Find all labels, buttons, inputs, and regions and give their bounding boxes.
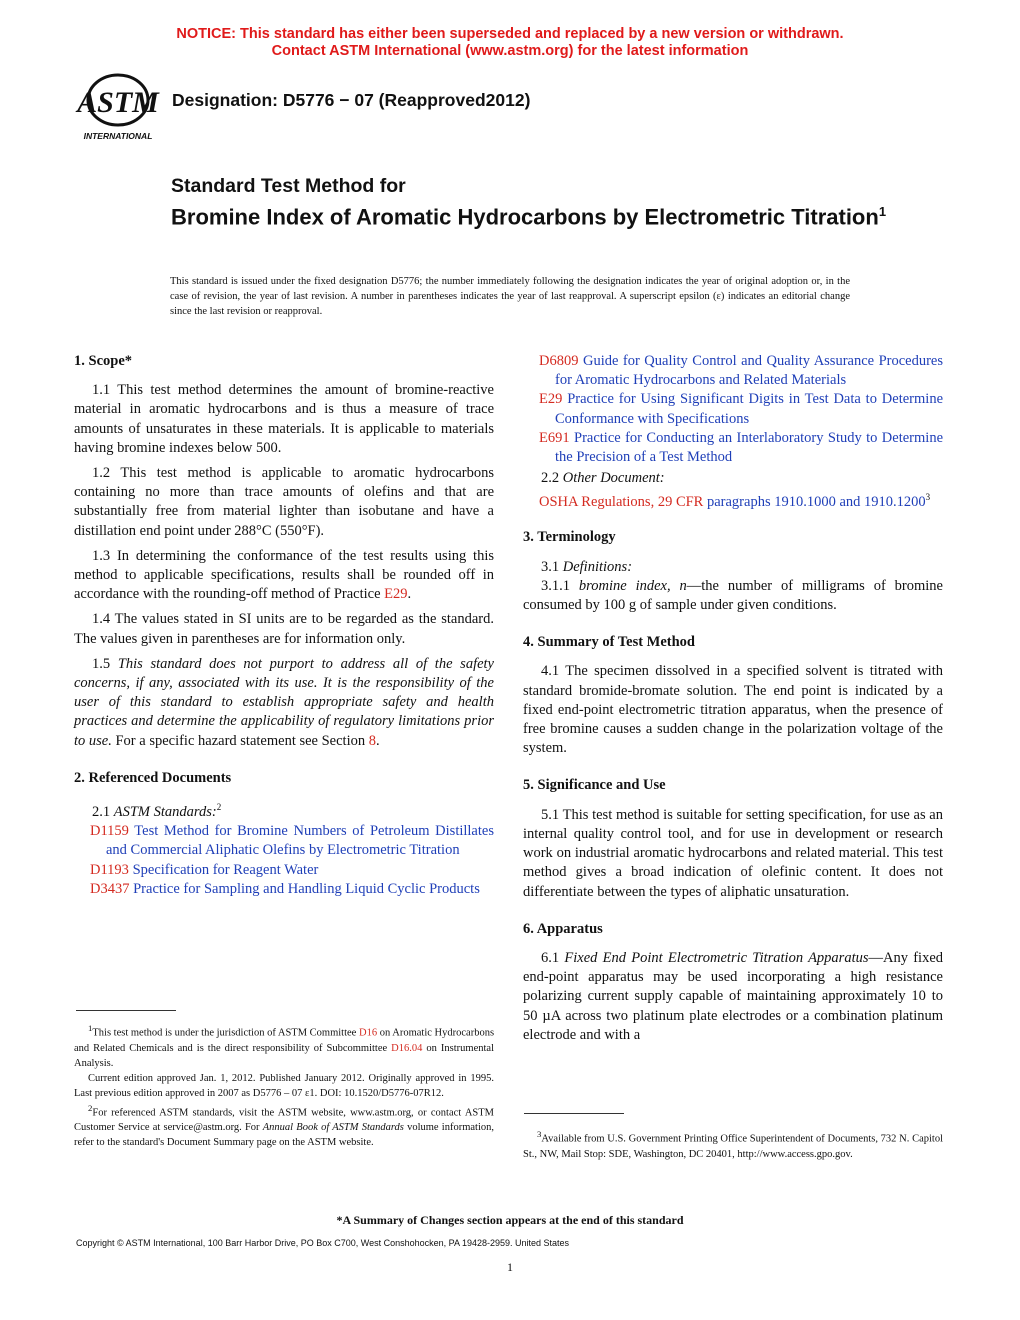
scope-p2: 1.2 This test method is applicable to aromatic hydrocarbons containing no more than trace amounts of olefins and that are substantially free from material lighter than isobutane and have a distillation end point under 288°C (550°F). [74,465,494,539]
committee-d16-link[interactable]: D16 [358,1027,378,1039]
notice-line-2: Contact ASTM International (www.astm.org) for the latest information [271,43,749,59]
ref-item-osha[interactable]: OSHA Regulations, 29 CFR paragraphs 1910.1000 and 1910.1200$^3$ [539,492,931,511]
logo-subtext: INTERNATIONAL [83,131,153,141]
ref-item-e29[interactable]: E29 Practice for Using Significant Digits in Test Data to Determine Conformance with Specifications [539,391,944,427]
referenced-heading: 2. Referenced Documents [74,769,232,786]
scope-p1: 1.1 This test method determines the amount of bromine-reactive material in aromatic hydrocarbons and is thus a measure of trace amounts of unsaturates in these materials. It is applicable to materials having bromine indexes below 500. [74,382,494,456]
footnotes-left [74,1021,494,1150]
astm-standards-label: 2.1 ASTM Standards:$^2$ [92,802,222,820]
footnote-1: $^1$This test method is under the jurisdiction of ASTM Committee D16 on Aromatic Hydrocarbons and Related Chemicals and is the direct responsibility of Subcommittee D16.04 on Instrumental Analysis. [74,1023,495,1069]
section-significance [523,776,943,901]
title-line-1: Standard Test Method for [171,175,406,197]
footnote-2: $^2$For referenced ASTM standards, visit the ASTM website, www.astm.org, or contact ASTM Customer Service at service@astm.org. For Annual Book of ASTM Standards volume information, refer to the standard's Document Summary page on the ASTM website. [74,1102,494,1148]
ref-item-d1193[interactable]: D1193 Specification for Reagent Water [90,861,319,878]
footnote-2-mark[interactable]: 2 [216,802,222,813]
ref-e29-link[interactable]: E29 [384,586,408,603]
significance-p1: 5.1 This test method is suitable for setting specification, for use as an internal quality control tool, and for use in development or research work on industrial aromatic hydrocarbons and related material. This test method gives a broad indication of olefinic content. It does not differentiate between the types of aliphatic unsaturation. [523,806,943,900]
footnote-3: $^3$Available from U.S. Government Printing Office Superintendent of Documents, 732 N. Capitol St., NW, Mail Stop: SDE, Washington, DC 20401, http://www.access.gpo.gov. [523,1129,943,1160]
other-document-label: 2.2 Other Document: [541,470,665,487]
section-scope [74,352,494,751]
section-terminology [523,528,943,615]
ref-item-d6809[interactable]: D6809 Guide for Quality Control and Quality Assurance Procedures for Aromatic Hydrocarbons and Related Materials [539,353,944,389]
ref-item-d3437[interactable]: D3437 Practice for Sampling and Handling Liquid Cyclic Products [90,880,480,897]
footnote-rule-right [524,1113,624,1114]
ref-item-d1159[interactable]: D1159 Test Method for Bromine Numbers of Petroleum Distillates and Commercial Aliphatic Olefins by Electrometric Titration [90,823,494,859]
footnotes-right [523,1127,943,1162]
section-apparatus [523,920,943,1045]
scope-p3: 1.3 In determining the conformance of the test results using this method to applicable specifications, results shall be rounded off in accordance with the rounding-off method of Practice E29. [74,547,494,603]
summary-heading: 4. Summary of Test Method [523,634,695,651]
definitions-label: 3.1 Definitions: [541,558,633,575]
footnote-rule-left [76,1010,176,1011]
notice-line-1: NOTICE: This standard has either been superseded and replaced by a new version or withdrawn. [176,26,844,42]
apparatus-p1: 6.1 Fixed End Point Electrometric Titration Apparatus—Any fixed end-point apparatus may be used incorporating a high resistance polarizing current supply capable of maintaining approximately 10 to 50 µA across two platinum plate electrodes or a combination platinum electrode and with a [523,949,944,1043]
scope-p4: 1.4 The values stated in SI units are to be regarded as the standard. The values given in parentheses are for information only. [74,611,494,647]
designation: Designation: D5776 − 07 (Reapproved2012) [172,90,531,110]
title-line-2 [171,198,911,230]
preamble: This standard is issued under the fixed designation D5776; the number immediately following the designation indicates the year of original adoption or, in the case of revision, the year of last revision. A number in parentheses indicates the year of last reapproval. A superscript epsilon (ε) indicates an editorial change since the last revision or reapproval. [170,276,850,317]
scope-p5: 1.5 This standard does not purport to address all of the safety concerns, if any, associated with its use. It is the responsibility of the user of this standard to establish appropriate safety and health practices and determine the applicability of regulatory limitations prior to use. For a specific hazard statement see Section 8. [74,655,494,749]
right-column [523,352,943,1063]
notice-banner [0,26,1020,60]
ref-item-e691[interactable]: E691 Practice for Conducting an Interlaboratory Study to Determine the Precision of a Test Method [539,429,943,466]
section-summary [523,633,943,758]
page-number: 1 [507,1260,513,1274]
footnote-1-edition: Current edition approved Jan. 1, 2012. Published January 2012. Originally approved in 1995. Last previous edition approved in 2007 as D5776 – 07 ε1. DOI: 10.1520/D5776-07R12. [74,1072,494,1099]
significance-heading: 5. Significance and Use [523,777,666,794]
subcommittee-d16-04-link[interactable]: D16.04 [391,1042,423,1054]
title-footnote-mark[interactable]: 1 [878,204,887,219]
scope-heading: 1. Scope* [74,353,132,369]
footnote-3-mark[interactable]: 3 [925,492,931,503]
astm-logo [72,72,164,144]
terminology-heading: 3. Terminology [523,529,616,546]
summary-p1: 4.1 The specimen dissolved in a specified solvent is titrated with standard bromide-bromate solution. The end point is indicated by a fixed end-point electrometric titration apparatus, when the presence of free bromine causes a sudden change in the polarization voltage of the system. [523,663,943,757]
document-title [171,174,911,230]
summary-of-changes-note: *A Summary of Changes section appears at the end of this standard [336,1213,684,1227]
ref-section-8-link[interactable]: 8 [368,732,376,749]
ref-list-continued [523,352,943,512]
definition-bromine-index: 3.1.1 bromine index, n—the number of milligrams of bromine consumed by 100 g of sample under given conditions. [523,577,943,614]
logo-text: ASTM [77,86,159,119]
apparatus-heading: 6. Apparatus [523,920,603,937]
section-referenced-documents [74,769,494,899]
title-main: Bromine Index of Aromatic Hydrocarbons by Electrometric Titration [171,204,879,230]
copyright-line: Copyright © ASTM International, 100 Barr Harbor Drive, PO Box C700, West Conshohocken, PA 19428-2959. United States [76,1238,570,1248]
left-column [74,352,494,917]
